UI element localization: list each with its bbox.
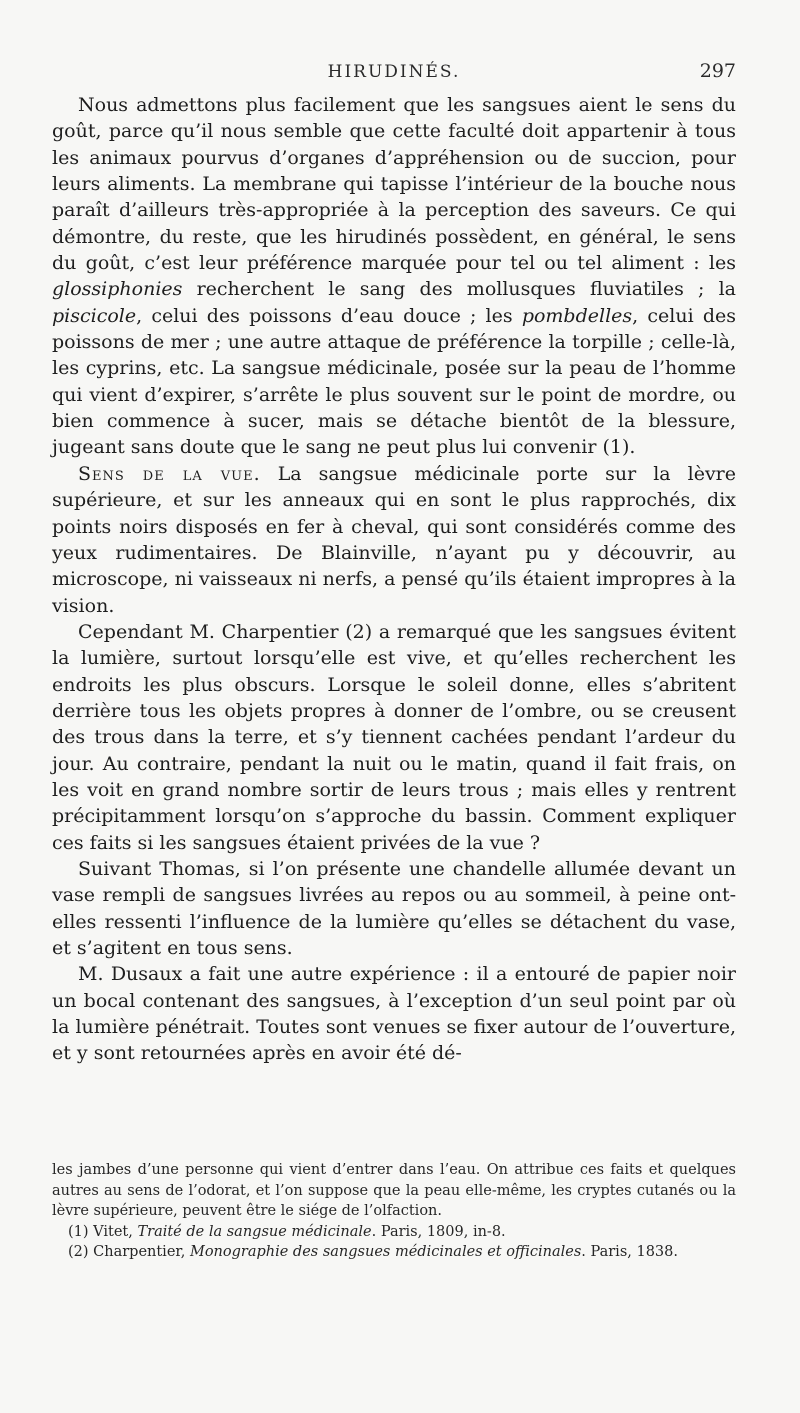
text-run: Suivant Thomas, si l’on présente une chandelle allumée devant un vase rempli de sangsues livrées au repos ou au sommeil, à peine ont-elles ressenti l’influence de la lumière qu’elles se détachent du vase, et s’agitent en tous sens. bbox=[52, 857, 736, 959]
italic-text: piscicole bbox=[52, 304, 137, 327]
text-run: , celui des poissons d’eau douce ; les bbox=[136, 304, 522, 327]
text-run: M. Dusaux a fait une autre expérience : il a entouré de papier noir un bocal contenant des sangsues, à l’exception d’un seul point par où la lumière pénétrait. Toutes sont venues se fixer autour de l’ouverture, et y sont retournées après en avoir été dé- bbox=[52, 963, 736, 1065]
text-run: , celui des poissons de mer ; une autre attaque de préférence la torpille ; celle-là, les cyprins, etc. La sangsue médicinale, posée sur la peau de l’homme qui vient d’expirer, s’arrête le plus souvent sur le point de mordre, ou bien commence à sucer, mais se détache bientôt de la blessure, jugeant sans doute que le sang ne peut plus lui convenir (1). bbox=[52, 304, 736, 459]
text-run: Nous admettons plus facilement que les sangsues aient le sens du goût, parce qu’il nous semble que cette faculté doit appartenir à tous les animaux pourvus d’organes d’appréhension ou de succion, pour leurs aliments. La membrane qui tapisse l’intérieur de la bouche nous paraît d’ailleurs très-appropriée à la perception des saveurs. Ce qui démontre, du reste, que les hirudinés possèdent, en général, le sens du goût, c’est leur préférence marquée pour tel ou tel aliment : les bbox=[52, 94, 736, 275]
footnotes bbox=[52, 1160, 736, 1263]
page-header bbox=[52, 58, 736, 88]
paragraph-sight-heading bbox=[52, 461, 736, 619]
footnote-continuation bbox=[52, 1160, 736, 1222]
italic-text: Traité de la sangsue médicinale bbox=[137, 1223, 372, 1240]
text-run: . Paris, 1838. bbox=[581, 1244, 678, 1260]
text-run: . Paris, 1809, in-8. bbox=[371, 1223, 506, 1240]
footnote-2 bbox=[52, 1242, 736, 1263]
text-run: les jambes d’une personne qui vient d’entrer dans l’eau. On attribue ces faits et quelques autres au sens de l’odorat, et l’on suppose que la peau elle-même, les cryptes cutanés ou la lèvre supérieure, peuvent être le siége de l’olfaction. bbox=[52, 1162, 736, 1219]
paragraph-taste bbox=[52, 92, 736, 461]
text-run: (2) Charpentier, bbox=[68, 1244, 190, 1260]
running-title: HIRUDINÉS. bbox=[327, 62, 461, 82]
page-number: 297 bbox=[699, 60, 736, 82]
footnote-1 bbox=[52, 1222, 736, 1243]
text-run: recherchent le sang des mollusques fluviatiles ; la bbox=[182, 278, 736, 301]
section-heading: Sens de la vue. bbox=[78, 462, 261, 485]
italic-text: glossiphonies bbox=[52, 278, 183, 301]
italic-text: pombdelles bbox=[521, 304, 633, 327]
text-run: La sangsue médicinale porte sur la lèvre supérieure, et sur les anneaux qui en sont le plus rapprochés, dix points noirs disposés en fer à cheval, qui sont considérés comme des yeux rudimentaires. De Blainville, n’ayant pu y découvrir, au microscope, ni vaisseaux ni nerfs, a pensé qu’ils étaient impropres à la vision. bbox=[52, 462, 737, 617]
paragraph-charpentier bbox=[52, 619, 736, 856]
paragraph-thomas bbox=[52, 856, 736, 961]
italic-text: Monographie des sangsues médicinales et officinales bbox=[189, 1244, 582, 1260]
text-run: (1) Vitet, bbox=[68, 1223, 138, 1240]
main-text bbox=[52, 92, 736, 1067]
text-run: Cependant M. Charpentier (2) a remarqué que les sangsues évitent la lumière, surtout lorsqu’elle est vive, et qu’elles recherchent les endroits les plus obscurs. Lorsque le soleil donne, elles s’abritent derrière tous les objets propres à donner de l’ombre, ou se creusent des trous dans la terre, et s’y tiennent cachées pendant l’ardeur du jour. Au contraire, pendant la nuit ou le matin, quand il fait frais, on les voit en grand nombre sortir de leurs trous ; mais elles y rentrent précipitamment lorsqu’on s’approche du bassin. Comment expliquer ces faits si les sangsues étaient privées de la vue ? bbox=[52, 620, 736, 854]
paragraph-dusaux bbox=[52, 961, 736, 1066]
